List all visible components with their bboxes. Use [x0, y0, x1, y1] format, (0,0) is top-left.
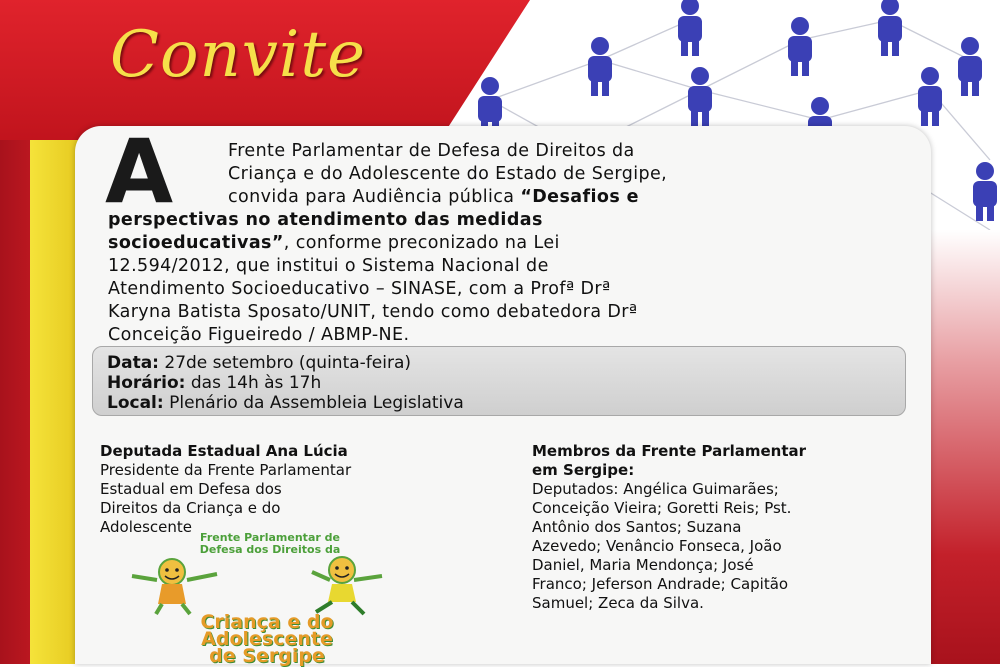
members-list — [532, 442, 902, 613]
president-role-line: Direitos da Criança e do — [100, 499, 281, 517]
intro-text: convida para Audiência pública — [228, 187, 521, 207]
intro-line: Karyna Batista Sposato/UNIT, tendo como debatedora Drª — [108, 302, 638, 322]
intro-line — [108, 186, 908, 209]
logo-bottom-line: Criança e do — [200, 611, 334, 633]
time-row — [107, 373, 891, 393]
logo-top-text — [120, 532, 420, 556]
event-title-part: “Desafios e — [520, 187, 639, 207]
location-value: Plenário da Assembleia Legislativa — [163, 393, 464, 413]
intro-line — [108, 209, 908, 232]
logo-bottom-line: Adolescente — [201, 628, 333, 650]
logo-top-line: Frente Parlamentar de — [200, 531, 340, 544]
time-value: das 14h às 17h — [185, 373, 322, 393]
intro-line: Conceição Figueiredo / ABMP-NE. — [108, 325, 410, 345]
person-icon — [918, 67, 942, 126]
date-label: Data: — [107, 353, 159, 373]
event-title-part: socioeducativas” — [108, 233, 284, 253]
intro-line: Frente Parlamentar de Defesa de Direitos da — [228, 141, 635, 161]
members-line: Samuel; Zeca da Silva. — [532, 594, 704, 612]
president-role-line: Adolescente — [100, 518, 192, 536]
children-illustration — [112, 556, 422, 616]
event-details-box — [92, 346, 906, 416]
members-line: Daniel, Maria Mendonça; José — [532, 556, 754, 574]
president-info — [100, 442, 480, 537]
intro-text: , conforme preconizado na Lei — [283, 233, 560, 253]
location-row — [107, 393, 891, 413]
intro-line: 12.594/2012, que institui o Sistema Nacional de — [108, 256, 549, 276]
person-icon — [688, 67, 712, 126]
intro-line: Criança e do Adolescente do Estado de Sergipe, — [228, 164, 668, 184]
person-icon — [678, 0, 702, 56]
members-line: Deputados: Angélica Guimarães; — [532, 480, 779, 498]
logo-top-line: Defesa dos Direitos da — [199, 543, 341, 556]
event-title-part: perspectivas no atendimento das medidas — [108, 210, 543, 230]
intro-paragraph — [108, 140, 908, 347]
date-value: 27de setembro (quinta-feira) — [158, 353, 412, 373]
date-row — [107, 353, 891, 373]
members-line: Conceição Vieira; Goretti Reis; Pst. — [532, 499, 792, 517]
president-name: Deputada Estadual Ana Lúcia — [100, 442, 348, 460]
drop-cap-letter: A — [105, 120, 174, 223]
person-icon — [958, 37, 982, 96]
location-label: Local: — [107, 393, 164, 413]
right-red-band — [930, 230, 1000, 664]
members-header: Membros da Frente Parlamentar — [532, 442, 807, 460]
president-role-line: Estadual em Defesa dos — [100, 480, 282, 498]
logo-bottom-line: de Sergipe — [209, 645, 325, 667]
intro-line — [108, 232, 908, 255]
person-icon — [973, 162, 997, 221]
person-icon — [788, 17, 812, 76]
child-figure-left — [132, 559, 217, 614]
person-icon — [878, 0, 902, 56]
frente-parlamentar-logo — [112, 531, 432, 667]
members-line: Azevedo; Venâncio Fonseca, João — [532, 537, 782, 555]
invitation-title: Convite — [110, 18, 366, 92]
time-label: Horário: — [107, 373, 186, 393]
person-icon — [588, 37, 612, 96]
members-header: em Sergipe: — [532, 461, 635, 479]
logo-bottom-text — [112, 611, 422, 667]
child-figure-right — [312, 557, 382, 614]
members-line: Antônio dos Santos; Suzana — [532, 518, 742, 536]
intro-line: Atendimento Socioeducativo – SINASE, com a Profª Drª — [108, 279, 611, 299]
president-role-line: Presidente da Frente Parlamentar — [100, 461, 352, 479]
members-line: Franco; Jeferson Andrade; Capitão — [532, 575, 789, 593]
